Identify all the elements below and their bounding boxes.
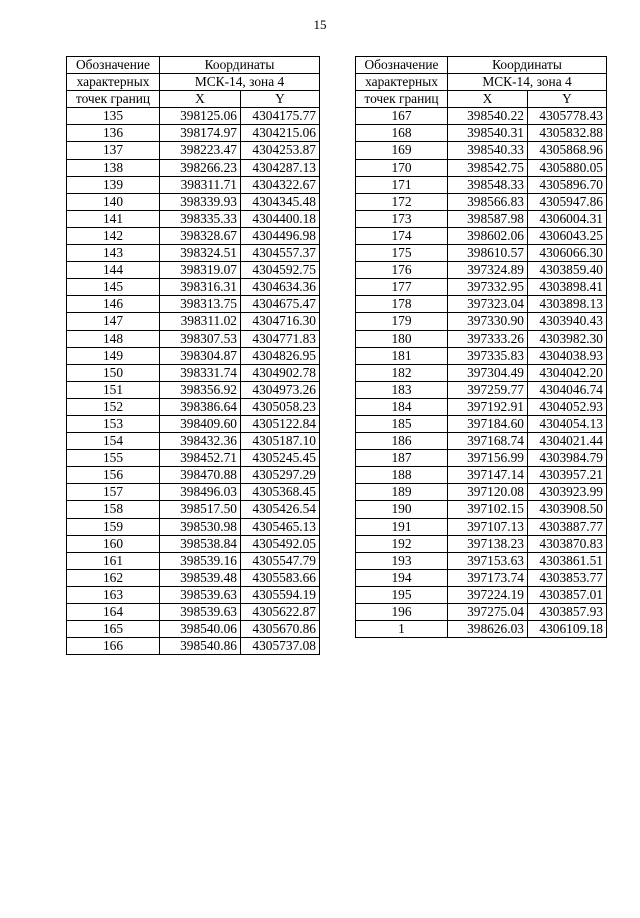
header-coords-line-2: МСК-14, зона 4 bbox=[448, 74, 607, 91]
x-coordinate-cell: 398566.83 bbox=[448, 193, 528, 210]
table-row bbox=[356, 433, 607, 450]
x-coordinate-cell: 398610.57 bbox=[448, 245, 528, 262]
point-number-cell: 157 bbox=[67, 484, 160, 501]
page-number: 15 bbox=[313, 17, 327, 32]
y-coordinate-cell: 4303857.93 bbox=[528, 604, 607, 621]
table-row bbox=[67, 398, 320, 415]
table-row bbox=[356, 245, 607, 262]
table-row bbox=[67, 467, 320, 484]
point-number-cell: 165 bbox=[67, 621, 160, 638]
y-coordinate-cell: 4304052.93 bbox=[528, 398, 607, 415]
table-row bbox=[356, 484, 607, 501]
x-coordinate-cell: 398319.07 bbox=[160, 262, 241, 279]
x-coordinate-cell: 397192.91 bbox=[448, 398, 528, 415]
y-coordinate-cell: 4303859.40 bbox=[528, 262, 607, 279]
point-number-cell: 154 bbox=[67, 433, 160, 450]
y-coordinate-cell: 4304345.48 bbox=[241, 193, 320, 210]
table-row bbox=[356, 381, 607, 398]
table-row bbox=[356, 176, 607, 193]
x-coordinate-cell: 397173.74 bbox=[448, 569, 528, 586]
x-coordinate-cell: 398339.93 bbox=[160, 193, 241, 210]
header-row-1 bbox=[67, 57, 320, 74]
y-coordinate-cell: 4304322.67 bbox=[241, 176, 320, 193]
y-coordinate-cell: 4306109.18 bbox=[528, 621, 607, 638]
x-coordinate-cell: 398174.97 bbox=[160, 125, 241, 142]
y-coordinate-cell: 4304175.77 bbox=[241, 108, 320, 125]
point-number-cell: 190 bbox=[356, 501, 448, 518]
x-coordinate-cell: 398540.22 bbox=[448, 108, 528, 125]
x-coordinate-cell: 398539.16 bbox=[160, 552, 241, 569]
table-row bbox=[356, 210, 607, 227]
x-coordinate-cell: 398432.36 bbox=[160, 433, 241, 450]
table-row bbox=[67, 330, 320, 347]
y-coordinate-cell: 4305670.86 bbox=[241, 621, 320, 638]
x-coordinate-cell: 398542.75 bbox=[448, 159, 528, 176]
point-number-cell: 156 bbox=[67, 467, 160, 484]
table-row bbox=[356, 467, 607, 484]
header-y: Y bbox=[241, 91, 320, 108]
y-coordinate-cell: 4305245.45 bbox=[241, 450, 320, 467]
x-coordinate-cell: 397324.89 bbox=[448, 262, 528, 279]
y-coordinate-cell: 4305778.43 bbox=[528, 108, 607, 125]
header-y: Y bbox=[528, 91, 607, 108]
y-coordinate-cell: 4304902.78 bbox=[241, 364, 320, 381]
x-coordinate-cell: 398539.63 bbox=[160, 604, 241, 621]
x-coordinate-cell: 397102.15 bbox=[448, 501, 528, 518]
header-coords-line-1: Координаты bbox=[160, 57, 320, 74]
x-coordinate-cell: 398307.53 bbox=[160, 330, 241, 347]
y-coordinate-cell: 4303887.77 bbox=[528, 518, 607, 535]
x-coordinate-cell: 397304.49 bbox=[448, 364, 528, 381]
x-coordinate-cell: 398324.51 bbox=[160, 245, 241, 262]
y-coordinate-cell: 4305492.05 bbox=[241, 535, 320, 552]
table-row bbox=[67, 518, 320, 535]
y-coordinate-cell: 4303861.51 bbox=[528, 552, 607, 569]
y-coordinate-cell: 4305122.84 bbox=[241, 415, 320, 432]
point-number-cell: 143 bbox=[67, 245, 160, 262]
table-row bbox=[67, 245, 320, 262]
y-coordinate-cell: 4303857.01 bbox=[528, 586, 607, 603]
point-number-cell: 195 bbox=[356, 586, 448, 603]
table-row bbox=[67, 176, 320, 193]
y-coordinate-cell: 4304826.95 bbox=[241, 347, 320, 364]
point-number-cell: 1 bbox=[356, 621, 448, 638]
x-coordinate-cell: 397333.26 bbox=[448, 330, 528, 347]
table-row bbox=[67, 125, 320, 142]
x-coordinate-cell: 398539.63 bbox=[160, 586, 241, 603]
table-row bbox=[356, 279, 607, 296]
y-coordinate-cell: 4304771.83 bbox=[241, 330, 320, 347]
x-coordinate-cell: 398470.88 bbox=[160, 467, 241, 484]
table-row bbox=[356, 296, 607, 313]
y-coordinate-cell: 4306004.31 bbox=[528, 210, 607, 227]
x-coordinate-cell: 398548.33 bbox=[448, 176, 528, 193]
y-coordinate-cell: 4303923.99 bbox=[528, 484, 607, 501]
y-coordinate-cell: 4303898.13 bbox=[528, 296, 607, 313]
x-coordinate-cell: 397332.95 bbox=[448, 279, 528, 296]
table-row bbox=[356, 313, 607, 330]
y-coordinate-cell: 4303982.30 bbox=[528, 330, 607, 347]
table-row bbox=[67, 279, 320, 296]
point-number-cell: 136 bbox=[67, 125, 160, 142]
x-coordinate-cell: 398311.02 bbox=[160, 313, 241, 330]
point-number-cell: 184 bbox=[356, 398, 448, 415]
point-number-cell: 170 bbox=[356, 159, 448, 176]
header-point-line-3: точек границ bbox=[356, 91, 448, 108]
x-coordinate-cell: 398328.67 bbox=[160, 227, 241, 244]
point-number-cell: 194 bbox=[356, 569, 448, 586]
y-coordinate-cell: 4304021.44 bbox=[528, 433, 607, 450]
table-row bbox=[67, 364, 320, 381]
table-row bbox=[356, 518, 607, 535]
y-coordinate-cell: 4305368.45 bbox=[241, 484, 320, 501]
table-row bbox=[356, 501, 607, 518]
point-number-cell: 167 bbox=[356, 108, 448, 125]
x-coordinate-cell: 397224.19 bbox=[448, 586, 528, 603]
x-coordinate-cell: 398540.33 bbox=[448, 142, 528, 159]
point-number-cell: 168 bbox=[356, 125, 448, 142]
x-coordinate-cell: 397147.14 bbox=[448, 467, 528, 484]
header-point-line-1: Обозначение bbox=[356, 57, 448, 74]
x-coordinate-cell: 398530.98 bbox=[160, 518, 241, 535]
point-number-cell: 144 bbox=[67, 262, 160, 279]
x-coordinate-cell: 398538.84 bbox=[160, 535, 241, 552]
point-number-cell: 192 bbox=[356, 535, 448, 552]
x-coordinate-cell: 397107.13 bbox=[448, 518, 528, 535]
y-coordinate-cell: 4305622.87 bbox=[241, 604, 320, 621]
table-row bbox=[356, 535, 607, 552]
y-coordinate-cell: 4304496.98 bbox=[241, 227, 320, 244]
point-number-cell: 148 bbox=[67, 330, 160, 347]
y-coordinate-cell: 4304215.06 bbox=[241, 125, 320, 142]
table-row bbox=[67, 296, 320, 313]
y-coordinate-cell: 4303957.21 bbox=[528, 467, 607, 484]
point-number-cell: 151 bbox=[67, 381, 160, 398]
x-coordinate-cell: 398602.06 bbox=[448, 227, 528, 244]
x-coordinate-cell: 398356.92 bbox=[160, 381, 241, 398]
table-row bbox=[67, 142, 320, 159]
point-number-cell: 141 bbox=[67, 210, 160, 227]
table-row bbox=[356, 604, 607, 621]
table-row bbox=[356, 125, 607, 142]
header-point-line-2: характерных bbox=[356, 74, 448, 91]
x-coordinate-cell: 398540.86 bbox=[160, 638, 241, 655]
point-number-cell: 135 bbox=[67, 108, 160, 125]
y-coordinate-cell: 4304675.47 bbox=[241, 296, 320, 313]
x-coordinate-cell: 397330.90 bbox=[448, 313, 528, 330]
y-coordinate-cell: 4305547.79 bbox=[241, 552, 320, 569]
header-point-line-3: точек границ bbox=[67, 91, 160, 108]
y-coordinate-cell: 4304400.18 bbox=[241, 210, 320, 227]
table-row bbox=[356, 415, 607, 432]
y-coordinate-cell: 4304716.30 bbox=[241, 313, 320, 330]
x-coordinate-cell: 397323.04 bbox=[448, 296, 528, 313]
x-coordinate-cell: 398540.06 bbox=[160, 621, 241, 638]
table-row bbox=[356, 552, 607, 569]
point-number-cell: 187 bbox=[356, 450, 448, 467]
table-row bbox=[356, 142, 607, 159]
table-row bbox=[67, 227, 320, 244]
table-row bbox=[67, 381, 320, 398]
x-coordinate-cell: 398335.33 bbox=[160, 210, 241, 227]
point-number-cell: 161 bbox=[67, 552, 160, 569]
point-number-cell: 186 bbox=[356, 433, 448, 450]
table-row bbox=[67, 569, 320, 586]
table-row bbox=[67, 586, 320, 603]
y-coordinate-cell: 4304973.26 bbox=[241, 381, 320, 398]
y-coordinate-cell: 4303984.79 bbox=[528, 450, 607, 467]
point-number-cell: 166 bbox=[67, 638, 160, 655]
header-row-3 bbox=[356, 91, 607, 108]
point-number-cell: 180 bbox=[356, 330, 448, 347]
y-coordinate-cell: 4305187.10 bbox=[241, 433, 320, 450]
x-coordinate-cell: 398331.74 bbox=[160, 364, 241, 381]
y-coordinate-cell: 4305583.66 bbox=[241, 569, 320, 586]
x-coordinate-cell: 398311.71 bbox=[160, 176, 241, 193]
y-coordinate-cell: 4305880.05 bbox=[528, 159, 607, 176]
table-row bbox=[356, 108, 607, 125]
point-number-cell: 185 bbox=[356, 415, 448, 432]
y-coordinate-cell: 4306066.30 bbox=[528, 245, 607, 262]
y-coordinate-cell: 4305832.88 bbox=[528, 125, 607, 142]
point-number-cell: 172 bbox=[356, 193, 448, 210]
table-row bbox=[356, 398, 607, 415]
point-number-cell: 189 bbox=[356, 484, 448, 501]
table-row bbox=[67, 193, 320, 210]
point-number-cell: 155 bbox=[67, 450, 160, 467]
x-coordinate-cell: 397156.99 bbox=[448, 450, 528, 467]
x-coordinate-cell: 397153.63 bbox=[448, 552, 528, 569]
point-number-cell: 178 bbox=[356, 296, 448, 313]
header-point-line-2: характерных bbox=[67, 74, 160, 91]
header-row-1 bbox=[356, 57, 607, 74]
table-row bbox=[356, 159, 607, 176]
x-coordinate-cell: 397259.77 bbox=[448, 381, 528, 398]
header-point-line-1: Обозначение bbox=[67, 57, 160, 74]
y-coordinate-cell: 4304042.20 bbox=[528, 364, 607, 381]
x-coordinate-cell: 398409.60 bbox=[160, 415, 241, 432]
table-row bbox=[356, 347, 607, 364]
point-number-cell: 164 bbox=[67, 604, 160, 621]
table-row bbox=[356, 262, 607, 279]
point-number-cell: 162 bbox=[67, 569, 160, 586]
y-coordinate-cell: 4303908.50 bbox=[528, 501, 607, 518]
point-number-cell: 179 bbox=[356, 313, 448, 330]
table-row bbox=[67, 638, 320, 655]
y-coordinate-cell: 4305297.29 bbox=[241, 467, 320, 484]
y-coordinate-cell: 4304557.37 bbox=[241, 245, 320, 262]
table-row bbox=[356, 450, 607, 467]
point-number-cell: 160 bbox=[67, 535, 160, 552]
x-coordinate-cell: 398386.64 bbox=[160, 398, 241, 415]
x-coordinate-cell: 398540.31 bbox=[448, 125, 528, 142]
point-number-cell: 149 bbox=[67, 347, 160, 364]
table-row bbox=[356, 193, 607, 210]
point-number-cell: 193 bbox=[356, 552, 448, 569]
point-number-cell: 174 bbox=[356, 227, 448, 244]
x-coordinate-cell: 397138.23 bbox=[448, 535, 528, 552]
x-coordinate-cell: 398496.03 bbox=[160, 484, 241, 501]
table-row bbox=[67, 313, 320, 330]
point-number-cell: 150 bbox=[67, 364, 160, 381]
point-number-cell: 163 bbox=[67, 586, 160, 603]
header-row-3 bbox=[67, 91, 320, 108]
x-coordinate-cell: 398313.75 bbox=[160, 296, 241, 313]
point-number-cell: 158 bbox=[67, 501, 160, 518]
coordinates-table-left bbox=[66, 56, 320, 655]
table-row bbox=[356, 569, 607, 586]
point-number-cell: 140 bbox=[67, 193, 160, 210]
point-number-cell: 142 bbox=[67, 227, 160, 244]
y-coordinate-cell: 4306043.25 bbox=[528, 227, 607, 244]
x-coordinate-cell: 398452.71 bbox=[160, 450, 241, 467]
point-number-cell: 147 bbox=[67, 313, 160, 330]
x-coordinate-cell: 398304.87 bbox=[160, 347, 241, 364]
point-number-cell: 139 bbox=[67, 176, 160, 193]
x-coordinate-cell: 397275.04 bbox=[448, 604, 528, 621]
y-coordinate-cell: 4305594.19 bbox=[241, 586, 320, 603]
y-coordinate-cell: 4304038.93 bbox=[528, 347, 607, 364]
point-number-cell: 191 bbox=[356, 518, 448, 535]
point-number-cell: 177 bbox=[356, 279, 448, 296]
point-number-cell: 196 bbox=[356, 604, 448, 621]
point-number-cell: 188 bbox=[356, 467, 448, 484]
y-coordinate-cell: 4303940.43 bbox=[528, 313, 607, 330]
table-row bbox=[67, 604, 320, 621]
table-row bbox=[67, 347, 320, 364]
table-row bbox=[67, 535, 320, 552]
x-coordinate-cell: 397335.83 bbox=[448, 347, 528, 364]
table-row bbox=[67, 108, 320, 125]
point-number-cell: 182 bbox=[356, 364, 448, 381]
y-coordinate-cell: 4305058.23 bbox=[241, 398, 320, 415]
table-row bbox=[67, 450, 320, 467]
table-row bbox=[356, 364, 607, 381]
point-number-cell: 153 bbox=[67, 415, 160, 432]
point-number-cell: 175 bbox=[356, 245, 448, 262]
table-row bbox=[67, 433, 320, 450]
x-coordinate-cell: 397168.74 bbox=[448, 433, 528, 450]
y-coordinate-cell: 4303870.83 bbox=[528, 535, 607, 552]
table-row bbox=[67, 501, 320, 518]
point-number-cell: 137 bbox=[67, 142, 160, 159]
table-row bbox=[356, 227, 607, 244]
point-number-cell: 169 bbox=[356, 142, 448, 159]
point-number-cell: 181 bbox=[356, 347, 448, 364]
table-row bbox=[67, 484, 320, 501]
x-coordinate-cell: 398539.48 bbox=[160, 569, 241, 586]
point-number-cell: 183 bbox=[356, 381, 448, 398]
table-row bbox=[67, 210, 320, 227]
y-coordinate-cell: 4305868.96 bbox=[528, 142, 607, 159]
table-row bbox=[356, 586, 607, 603]
point-number-cell: 176 bbox=[356, 262, 448, 279]
header-row-2 bbox=[67, 74, 320, 91]
header-x: X bbox=[448, 91, 528, 108]
header-row-2 bbox=[356, 74, 607, 91]
y-coordinate-cell: 4304046.74 bbox=[528, 381, 607, 398]
point-number-cell: 146 bbox=[67, 296, 160, 313]
x-coordinate-cell: 397184.60 bbox=[448, 415, 528, 432]
point-number-cell: 152 bbox=[67, 398, 160, 415]
y-coordinate-cell: 4305465.13 bbox=[241, 518, 320, 535]
point-number-cell: 173 bbox=[356, 210, 448, 227]
y-coordinate-cell: 4304287.13 bbox=[241, 159, 320, 176]
x-coordinate-cell: 398626.03 bbox=[448, 621, 528, 638]
table-row bbox=[67, 415, 320, 432]
header-x: X bbox=[160, 91, 241, 108]
x-coordinate-cell: 398517.50 bbox=[160, 501, 241, 518]
coordinates-table-right bbox=[355, 56, 607, 638]
y-coordinate-cell: 4304634.36 bbox=[241, 279, 320, 296]
table-row bbox=[356, 330, 607, 347]
table-row bbox=[356, 621, 607, 638]
x-coordinate-cell: 397120.08 bbox=[448, 484, 528, 501]
y-coordinate-cell: 4303853.77 bbox=[528, 569, 607, 586]
header-coords-line-2: МСК-14, зона 4 bbox=[160, 74, 320, 91]
y-coordinate-cell: 4303898.41 bbox=[528, 279, 607, 296]
y-coordinate-cell: 4304253.87 bbox=[241, 142, 320, 159]
point-number-cell: 138 bbox=[67, 159, 160, 176]
y-coordinate-cell: 4305896.70 bbox=[528, 176, 607, 193]
x-coordinate-cell: 398587.98 bbox=[448, 210, 528, 227]
x-coordinate-cell: 398125.06 bbox=[160, 108, 241, 125]
table-row bbox=[67, 262, 320, 279]
point-number-cell: 159 bbox=[67, 518, 160, 535]
x-coordinate-cell: 398223.47 bbox=[160, 142, 241, 159]
point-number-cell: 145 bbox=[67, 279, 160, 296]
y-coordinate-cell: 4304054.13 bbox=[528, 415, 607, 432]
header-coords-line-1: Координаты bbox=[448, 57, 607, 74]
x-coordinate-cell: 398266.23 bbox=[160, 159, 241, 176]
y-coordinate-cell: 4305426.54 bbox=[241, 501, 320, 518]
x-coordinate-cell: 398316.31 bbox=[160, 279, 241, 296]
point-number-cell: 171 bbox=[356, 176, 448, 193]
table-row bbox=[67, 621, 320, 638]
y-coordinate-cell: 4305737.08 bbox=[241, 638, 320, 655]
y-coordinate-cell: 4304592.75 bbox=[241, 262, 320, 279]
table-row bbox=[67, 552, 320, 569]
table-row bbox=[67, 159, 320, 176]
y-coordinate-cell: 4305947.86 bbox=[528, 193, 607, 210]
